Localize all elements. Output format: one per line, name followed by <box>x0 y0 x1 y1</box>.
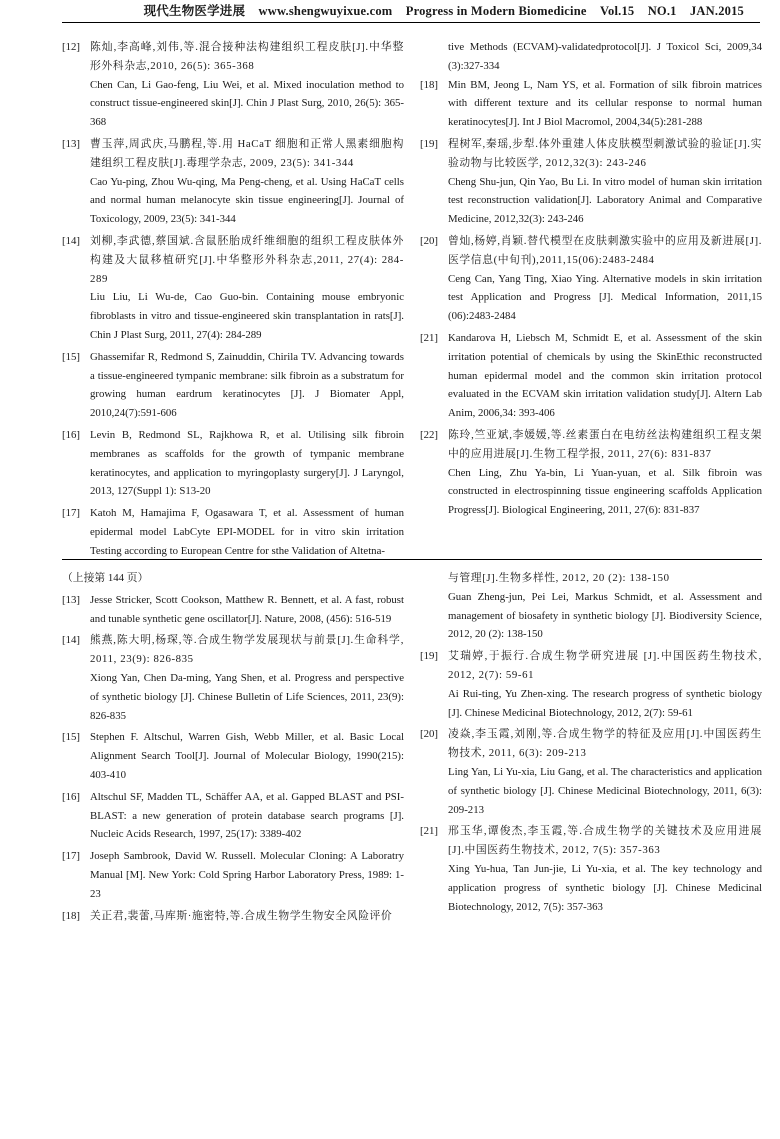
reference-text-en: Xing Yu-hua, Tan Jun-jie, Li Yu-xia, et al. The key technology and application progress of synthetic biology [J]. Chinese Medicinal Biotechnology, 2012, 7(5): 357-363 <box>448 862 762 913</box>
journal-name-zh: 现代生物医学进展 <box>143 4 246 18</box>
reference-item <box>420 822 762 916</box>
reference-text-en: Ai Rui-ting, Yu Zhen-xing. The research progress of synthetic biology [J]. Chinese Medicinal Biotechnology, 2012, 2(7): 59-61 <box>448 687 762 719</box>
reference-text-zh: 陈灿,李高峰,刘伟,等.混合接种法构建组织工程皮肤[J].中华整形外科杂志,2010, 26(5): 365-368 <box>90 41 404 72</box>
reference-number: [12] <box>62 41 80 53</box>
reference-text-zh: 曹玉萍,周武庆,马鹏程,等.用 HaCaT 细胞和正常人黑素细胞构建组织工程皮肤[J].毒理学杂志, 2009, 23(5): 341-344 <box>90 137 404 169</box>
reference-text-en: Ling Yan, Li Yu-xia, Liu Gang, et al. The characteristics and application of synthetic biology [J]. Chinese Medicinal Biotechnology, 2011, 6(3): 209-213 <box>448 765 762 816</box>
journal-website[interactable]: www.shengwuyixue.com <box>258 4 393 18</box>
reference-text-zh: 关正君,裴蕾,马库斯·施密特,等.合成生物学生物安全风险评价 <box>90 909 393 922</box>
reference-text-en: Liu Liu, Li Wu-de, Cao Guo-bin. Containing mouse embryonic fibroblasts in vitro and tissue-engineered skin transplantation in rats[J]. Chin J Plast Surg, 2011, 27(4): 284-289 <box>90 291 404 341</box>
reference-item <box>420 647 762 722</box>
reference-item <box>62 631 404 725</box>
reference-text-en: Xiong Yan, Chen Da-ming, Yang Shen, et al. Progress and perspective of synthetic biology [J]. Chinese Bulletin of Life Sciences, 2011, 23(9): 826-835 <box>90 671 404 722</box>
reference-number: [19] <box>420 650 438 663</box>
header-rule <box>62 22 760 23</box>
reference-number: [15] <box>62 350 80 363</box>
reference-item <box>420 725 762 819</box>
reference-17-continuation: tive Methods (ECVAM)-validatedprotocol[J]. J Toxicol Sci, 2009,34 (3):327-334 <box>448 41 762 72</box>
journal-name-en: Progress in Modern Biomedicine <box>405 4 587 18</box>
reference-number: [17] <box>62 850 80 863</box>
reference-item <box>420 135 762 229</box>
journal-issue: NO.1 <box>647 4 677 18</box>
reference-item <box>62 38 404 132</box>
reference-number: [13] <box>62 137 80 150</box>
reference-number: [17] <box>62 507 80 520</box>
reference-item <box>62 728 404 784</box>
references-top-right-column <box>420 38 762 523</box>
reference-text-en: Stephen F. Altschul, Warren Gish, Webb Miller, et al. Basic Local Alignment Search Tool[J]. Journal of Molecular Biology, 1990(215): 403-410 <box>90 731 404 781</box>
reference-18-continuation-zh: 与管理[J].生物多样性, 2012, 20 (2): 138-150 <box>448 572 670 584</box>
reference-number: [21] <box>420 825 438 838</box>
reference-item <box>62 504 404 560</box>
journal-date: JAN.2015 <box>689 4 744 18</box>
reference-number: [22] <box>420 428 438 441</box>
reference-item <box>62 135 404 229</box>
reference-text-en: Ghassemifar R, Redmond S, Zainuddin, Chirila TV. Advancing towards a tissue-engineered tympanic membrane: silk fibroin as a substratum for growing human eardrum keratinocytes [J]. J Biomater Appl, 2010,24(7):591-606 <box>90 350 404 420</box>
reference-number: [18] <box>62 909 80 922</box>
reference-item <box>420 426 762 520</box>
reference-number: [21] <box>420 331 438 344</box>
reference-text-zh: 陈玲,竺亚斌,李媛媛,等.丝素蛋白在电纺丝法构建组织工程支架中的应用进展[J].生物工程学报, 2011, 27(6): 831-837 <box>448 428 762 460</box>
reference-number: [16] <box>62 790 80 803</box>
reference-text-en: Kandarova H, Liebsch M, Schmidt E, et al. Assessment of the skin irritation potential of chemicals by using the SkinEthic reconstructed human epidermal model and the common skin irritation protocol evaluated in the ECVAM skin irritation validation study[J]. Altern Lab Anim, 2006,34: 393-406 <box>448 331 762 420</box>
references-bottom-left-list <box>62 591 404 926</box>
reference-text-en: Joseph Sambrook, David W. Russell. Molecular Cloning: A Laboratry Manual [M]. New York: Cold Spring Harbor Laboratory Press, 1989: 1-23 <box>90 850 404 900</box>
references-bottom-left-column <box>62 569 404 928</box>
reference-number: [18] <box>420 78 438 91</box>
reference-item <box>420 232 762 326</box>
reference-item <box>62 232 404 345</box>
reference-number: [20] <box>420 234 438 247</box>
reference-number: [13] <box>62 593 80 606</box>
reference-text-en: Chen Can, Li Gao-feng, Liu Wei, et al. Mixed inoculation method to construct tissue-engineered skin[J]. Chin J Plast Surg, 2010, 26(5): 365-368 <box>90 78 404 129</box>
reference-18-continuation-en: Guan Zheng-jun, Pei Lei, Markus Schmidt, et al. Assessment and management of biosafety in synthetic biology [J]. Biodiversity Science, 2012, 20 (2): 138-150 <box>448 590 762 641</box>
reference-text-zh: 刘柳,李武德,蔡国斌.含鼠胚胎成纤维细胞的组织工程皮肤体外构建及大鼠移植研究[J].中华整形外科杂志,2011, 27(4): 284-289 <box>90 234 404 285</box>
reference-number: [15] <box>62 731 80 744</box>
reference-text-en: Jesse Stricker, Scott Cookson, Matthew R. Bennett, et al. A fast, robust and tunable synthetic gene oscillator[J]. Nature, 2008, (456): 516-519 <box>90 593 404 625</box>
reference-text-zh: 程树军,秦瑶,步犁.体外重建人体皮肤模型刺激试验的验证[J].实验动物与比较医学, 2012,32(3): 243-246 <box>448 137 762 169</box>
reference-text-zh: 曾灿,杨婷,肖颖.替代模型在皮肤刺激实验中的应用及新进展[J].医学信息(中旬刊),2011,15(06):2483-2484 <box>448 234 762 266</box>
reference-number: [16] <box>62 428 80 441</box>
reference-text-zh: 邢玉华,谭俊杰,李玉霞,等.合成生物学的关键技术及应用进展[J].中国医药生物技术, 2012, 7(5): 357-363 <box>448 825 762 857</box>
reference-item <box>62 426 404 501</box>
reference-number: [20] <box>420 728 438 741</box>
references-top-right-list <box>420 76 762 520</box>
reference-item <box>62 348 404 423</box>
running-header <box>0 0 780 22</box>
reference-number: [19] <box>420 137 438 150</box>
reference-text-en: Levin B, Redmond SL, Rajkhowa R, et al. Utilising silk fibroin membranes as scaffolds for the growth of tympanic membrane keratinocytes, and application to myringoplasty surgery[J]. J Laryngol, 2013, 127(Suppl 1): S13-20 <box>90 428 404 498</box>
reference-text-zh: 艾瑞婷,于振行.合成生物学研究进展 [J].中国医药生物技术, 2012, 2(7): 59-61 <box>448 650 762 681</box>
reference-item <box>420 329 762 423</box>
reference-item <box>62 788 404 844</box>
references-bottom-right-column <box>420 569 762 919</box>
reference-text-en: Cheng Shu-jun, Qin Yao, Bu Li. In vitro model of human skin irritation test reconstruction validation[J]. Laboratory Animal and Comparative Medicine, 2012,32(3): 243-246 <box>448 175 762 226</box>
reference-item <box>420 76 762 132</box>
reference-number: [14] <box>62 634 80 647</box>
reference-text-en: Min BM, Jeong L, Nam YS, et al. Formation of silk fibroin matrices with different texture and its cellular response to normal human keratinocytes[J]. Int J Biol Macromol, 2004,34(5):281-288 <box>448 78 762 129</box>
reference-item <box>62 907 404 926</box>
reference-item <box>62 591 404 629</box>
references-bottom-right-list <box>420 647 762 916</box>
reference-text-zh: 熊燕,陈大明,杨琛,等.合成生物学发展现状与前景[J].生命科学, 2011, 23(9): 826-835 <box>90 634 404 666</box>
reference-item <box>62 847 404 903</box>
section-divider <box>62 559 762 560</box>
journal-volume: Vol.15 <box>599 4 635 18</box>
reference-text-en: Chen Ling, Zhu Ya-bin, Li Yuan-yuan, et al. Silk fibroin was constructed in electrospinning tissue engineering scaffolds Application Progress[J]. Biological Engineering, 2011, 27(6): 831-837 <box>448 466 762 517</box>
reference-text-en: Ceng Can, Yang Ting, Xiao Ying. Alternative models in skin irritation test Application and Progress [J]. Medical Information, 2011,15 (06):2483-2484 <box>448 272 762 323</box>
reference-text-en: Altschul SF, Madden TL, Schäffer AA, et al. Gapped BLAST and PSI-BLAST: a new generation of protein database search programs [J]. Nucleic Acids Research, 1997, 25(17): 3389-402 <box>90 790 404 841</box>
continued-from-label: （上接第 144 页） <box>62 572 149 584</box>
reference-text-en: Katoh M, Hamajima F, Ogasawara T, et al. Assessment of human epidermal model LabCyte EPI-MODEL for in vitro skin irritation Testing according to European Centre for sthe Validation of Altetna- <box>90 507 404 557</box>
references-top-left-column <box>62 38 404 564</box>
reference-text-zh: 凌焱,李玉霞,刘刚,等.合成生物学的特征及应用[J].中国医药生物技术, 2011, 6(3): 209-213 <box>448 728 762 760</box>
reference-number: [14] <box>62 234 80 247</box>
reference-text-en: Cao Yu-ping, Zhou Wu-qing, Ma Peng-cheng, et al. Using HaCaT cells and normal human melanocyte skin tissue engineering[J]. Journal of Toxicology, 2009, 23(5): 341-344 <box>90 175 404 226</box>
